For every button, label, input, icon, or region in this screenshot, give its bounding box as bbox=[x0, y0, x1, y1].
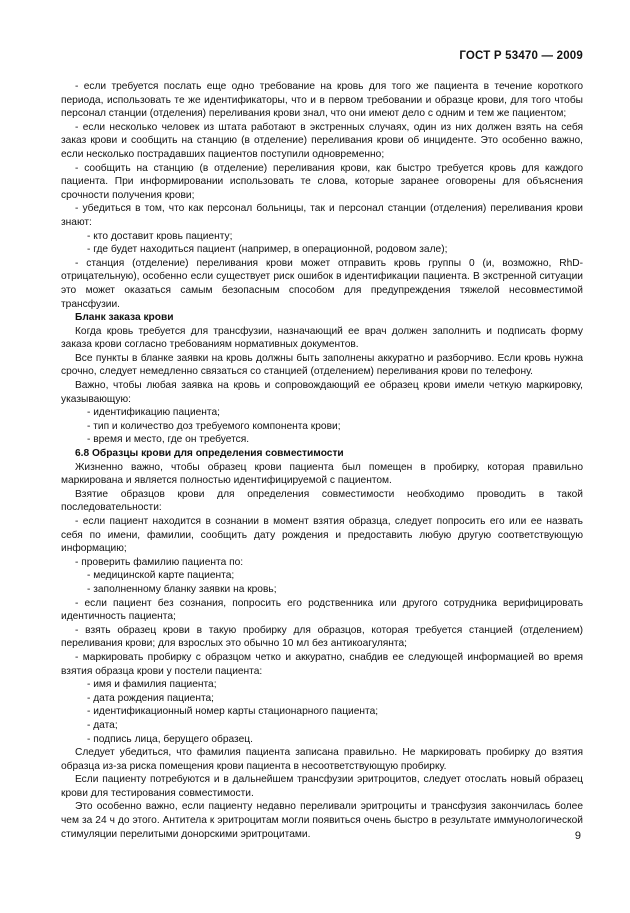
paragraph: Жизненно важно, чтобы образец крови пациента был помещен в пробирку, которая правильно маркирована и является полностью идентифицируемой с пациентом. bbox=[61, 461, 583, 487]
list-item: - подпись лица, берущего образец. bbox=[87, 733, 253, 745]
list-item: - идентификационный номер карты стационарного пациента; bbox=[87, 706, 379, 718]
paragraph: - станция (отделение) переливания крови может отправить кровь группы 0 (и, возможно, RhD-отрицательную), особенно если существует риск ошибок в идентификации пациента. В экстренной ситуации это может оказаться самым безопасным способом для предупреждения тяжелой несовместимой трансфузии. bbox=[61, 257, 583, 310]
list-item: - кто доставит кровь пациенту; bbox=[87, 230, 233, 242]
document-header: ГОСТ Р 53470 — 2009 bbox=[459, 50, 583, 62]
list-item: - заполненному бланку заявки на кровь; bbox=[87, 583, 277, 595]
paragraph: Когда кровь требуется для трансфузии, назначающий ее врач должен заполнить и подписать форму заказа крови согласно требованиям нормативных документов. bbox=[61, 325, 583, 351]
list-item: - дата рождения пациента; bbox=[87, 692, 215, 704]
paragraph: - убедиться в том, что как персонал больницы, так и персонал станции (отделения) переливания крови знают: bbox=[61, 203, 583, 228]
paragraph: - проверить фамилию пациента по: bbox=[75, 556, 244, 568]
list-item: - время и место, где он требуется. bbox=[87, 434, 250, 446]
paragraph: Это особенно важно, если пациенту недавно переливали эритроциты и трансфузия закончилась более чем за 24 ч до этого. Антитела к эритроцитам могли появиться очень быстро в результате иммунологической стимуляции перелитыми донорскими эритроцитами. bbox=[61, 801, 583, 840]
paragraph: - если пациент находится в сознании в момент взятия образца, следует попросить его или ее назвать себя по имени, фамилии, сообщить дату рождения и предоставить любую другую соответствующую информацию; bbox=[61, 516, 583, 555]
paragraph: Следует убедиться, что фамилия пациента записана правильно. Не маркировать пробирку до взятия образца из-за риска помещения крови пациента в несоответствующую пробирку. bbox=[61, 747, 583, 772]
list-item: - имя и фамилия пациента; bbox=[87, 679, 217, 691]
list-item: - идентификацию пациента; bbox=[87, 407, 220, 419]
paragraph: Взятие образцов крови для определения совместимости необходимо проводить в такой последовательности: bbox=[61, 488, 583, 514]
paragraph: Если пациенту потребуются и в дальнейшем трансфузии эритроцитов, следует отослать новый образец крови для тестирования совместимости. bbox=[61, 774, 583, 799]
list-item: - тип и количество доз требуемого компонента крови; bbox=[87, 420, 341, 432]
list-item: - где будет находиться пациент (например, в операционной, родовом зале); bbox=[87, 244, 448, 256]
paragraph: - взять образец крови в такую пробирку для образцов, которая требуется станцией (отделением) переливания крови; для взрослых это обычно 10 мл без антикоагулянта; bbox=[61, 624, 583, 650]
list-item: - дата; bbox=[87, 719, 118, 731]
paragraph: - маркировать пробирку с образцом четко и аккуратно, снабдив ее следующей информацией во время взятия образца крови у постели пациента: bbox=[61, 651, 583, 677]
page-number: 9 bbox=[574, 830, 581, 842]
section-heading: 6.8 Образцы крови для определения совместимости bbox=[75, 448, 344, 460]
body-text bbox=[61, 80, 583, 841]
paragraph: - если несколько человек из штата работают в экстренных случаях, один из них должен взять на себя заказ крови и сообщить на станцию (в отделение) переливания крови об инциденте. Это особенно важно, если несколько пострадавших пациентов поступили одновременно; bbox=[61, 121, 583, 160]
list-item: - медицинской карте пациента; bbox=[87, 570, 235, 582]
paragraph: Важно, чтобы любая заявка на кровь и сопровождающий ее образец крови имели четкую маркировку, указывающую: bbox=[61, 380, 583, 405]
paragraph: - если пациент без сознания, попросить его родственника или другого сотрудника верифицировать идентичность пациента; bbox=[61, 597, 583, 623]
paragraph: Все пункты в бланке заявки на кровь должны быть заполнены аккуратно и разборчиво. Если кровь нужна срочно, следует немедленно связаться со станцией (отделением) переливания крови по телефону. bbox=[61, 352, 583, 378]
paragraph: - если требуется послать еще одно требование на кровь для того же пациента в течение короткого периода, использовать те же идентификаторы, что и в первом требовании и образце крови, для того чтобы персонал станции (отделения) переливания крови знал, что они имеют дело с одним и тем же пациентом; bbox=[61, 81, 583, 120]
section-heading: Бланк заказа крови bbox=[75, 312, 174, 324]
paragraph: - сообщить на станцию (в отделение) переливания крови, как быстро требуется кровь для каждого пациента. При информировании использовать те слова, которые заранее оговорены для объяснения срочности получения крови; bbox=[61, 162, 583, 201]
